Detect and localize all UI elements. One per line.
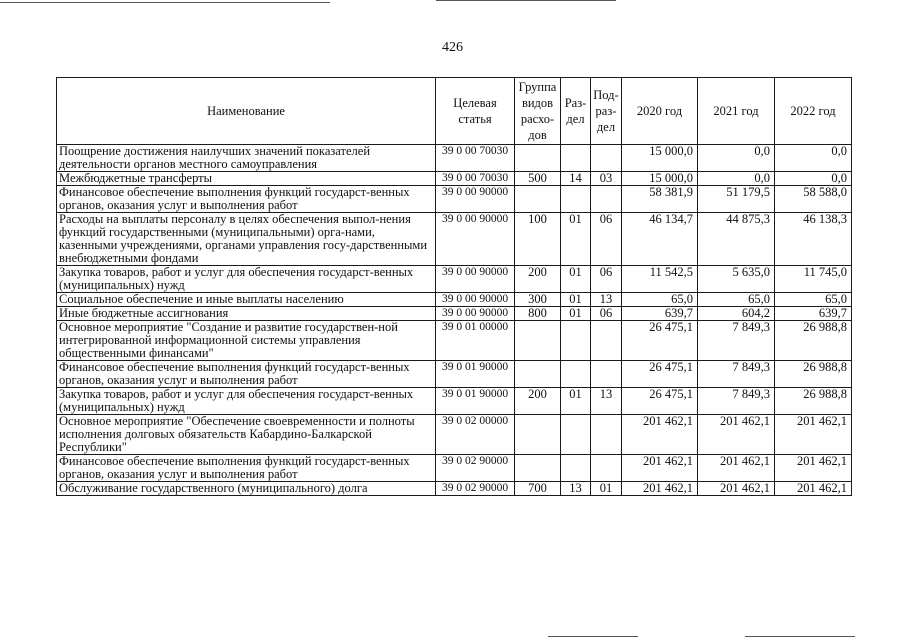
row-amount-2022: 26 988,8 bbox=[775, 388, 852, 415]
row-section: 01 bbox=[561, 213, 591, 266]
row-name: Межбюджетные трансферты bbox=[57, 172, 436, 186]
row-amount-2020: 201 462,1 bbox=[622, 455, 698, 482]
page-number: 426 bbox=[442, 40, 463, 55]
row-name: Основное мероприятие "Обеспечение своевременности и полноты исполнения долговых обязательств Кабардино-Балкарской Республики" bbox=[57, 415, 436, 455]
row-subsection: 03 bbox=[591, 172, 622, 186]
row-amount-2021: 604,2 bbox=[698, 307, 775, 321]
row-amount-2022: 26 988,8 bbox=[775, 321, 852, 361]
row-subsection bbox=[591, 415, 622, 455]
row-name: Финансовое обеспечение выполнения функций государст-венных органов, оказания услуг и выполнения работ bbox=[57, 361, 436, 388]
budget-table bbox=[56, 77, 852, 496]
row-amount-2020: 58 381,9 bbox=[622, 186, 698, 213]
row-target-article: 39 0 02 90000 bbox=[436, 482, 515, 496]
row-amount-2020: 65,0 bbox=[622, 293, 698, 307]
row-amount-2020: 46 134,7 bbox=[622, 213, 698, 266]
header-target-article: Целевая статья bbox=[436, 78, 515, 145]
row-target-article: 39 0 00 90000 bbox=[436, 186, 515, 213]
row-expense-group bbox=[515, 361, 561, 388]
table-row bbox=[57, 213, 852, 266]
row-expense-group bbox=[515, 145, 561, 172]
header-year-2020: 2020 год bbox=[622, 78, 698, 145]
row-amount-2022: 11 745,0 bbox=[775, 266, 852, 293]
row-expense-group: 100 bbox=[515, 213, 561, 266]
row-name: Финансовое обеспечение выполнения функций государст-венных органов, оказания услуг и выполнения работ bbox=[57, 455, 436, 482]
row-target-article: 39 0 02 00000 bbox=[436, 415, 515, 455]
row-amount-2021: 201 462,1 bbox=[698, 415, 775, 455]
scan-artifact-top-left bbox=[0, 2, 330, 3]
header-expense-group: Группа видов расхо-дов bbox=[515, 78, 561, 145]
table-body bbox=[57, 145, 852, 496]
row-name: Социальное обеспечение и иные выплаты населению bbox=[57, 293, 436, 307]
row-subsection: 06 bbox=[591, 307, 622, 321]
row-target-article: 39 0 00 90000 bbox=[436, 293, 515, 307]
table-row bbox=[57, 145, 852, 172]
row-subsection bbox=[591, 361, 622, 388]
table-row bbox=[57, 455, 852, 482]
row-amount-2021: 0,0 bbox=[698, 145, 775, 172]
row-amount-2022: 201 462,1 bbox=[775, 482, 852, 496]
table-row bbox=[57, 415, 852, 455]
row-expense-group bbox=[515, 186, 561, 213]
row-section: 01 bbox=[561, 307, 591, 321]
row-section: 01 bbox=[561, 293, 591, 307]
row-section: 01 bbox=[561, 388, 591, 415]
row-name: Закупка товаров, работ и услуг для обеспечения государст-венных (муниципальных) нужд bbox=[57, 266, 436, 293]
row-amount-2021: 201 462,1 bbox=[698, 482, 775, 496]
row-amount-2022: 639,7 bbox=[775, 307, 852, 321]
table-row bbox=[57, 482, 852, 496]
header-section: Раз-дел bbox=[561, 78, 591, 145]
row-name: Закупка товаров, работ и услуг для обеспечения государст-венных (муниципальных) нужд bbox=[57, 388, 436, 415]
row-amount-2021: 5 635,0 bbox=[698, 266, 775, 293]
row-amount-2020: 15 000,0 bbox=[622, 145, 698, 172]
table-row bbox=[57, 172, 852, 186]
row-subsection bbox=[591, 321, 622, 361]
scan-artifact-bottom-right bbox=[745, 636, 855, 637]
row-section bbox=[561, 415, 591, 455]
table-row bbox=[57, 388, 852, 415]
row-amount-2020: 26 475,1 bbox=[622, 361, 698, 388]
row-expense-group bbox=[515, 455, 561, 482]
row-subsection: 06 bbox=[591, 266, 622, 293]
table-row bbox=[57, 186, 852, 213]
row-target-article: 39 0 02 90000 bbox=[436, 455, 515, 482]
row-target-article: 39 0 00 70030 bbox=[436, 145, 515, 172]
row-amount-2022: 0,0 bbox=[775, 172, 852, 186]
row-subsection bbox=[591, 455, 622, 482]
row-expense-group: 700 bbox=[515, 482, 561, 496]
row-name: Финансовое обеспечение выполнения функций государст-венных органов, оказания услуг и выполнения работ bbox=[57, 186, 436, 213]
row-name: Иные бюджетные ассигнования bbox=[57, 307, 436, 321]
row-expense-group bbox=[515, 415, 561, 455]
table-header-row bbox=[57, 78, 852, 145]
row-name: Расходы на выплаты персоналу в целях обеспечения выпол-нения функций государственными (муниципальными) орга-нами, казенными учреждениями, органами управления госу-дарственными внебюджетными фондами bbox=[57, 213, 436, 266]
row-subsection: 13 bbox=[591, 388, 622, 415]
row-amount-2022: 201 462,1 bbox=[775, 455, 852, 482]
row-target-article: 39 0 01 00000 bbox=[436, 321, 515, 361]
header-year-2022: 2022 год bbox=[775, 78, 852, 145]
row-amount-2022: 0,0 bbox=[775, 145, 852, 172]
row-expense-group bbox=[515, 321, 561, 361]
row-amount-2020: 201 462,1 bbox=[622, 415, 698, 455]
row-amount-2020: 26 475,1 bbox=[622, 321, 698, 361]
row-section bbox=[561, 321, 591, 361]
row-name: Поощрение достижения наилучших значений показателей деятельности органов местного самоуправления bbox=[57, 145, 436, 172]
row-section bbox=[561, 186, 591, 213]
row-section: 01 bbox=[561, 266, 591, 293]
row-amount-2020: 15 000,0 bbox=[622, 172, 698, 186]
row-amount-2022: 201 462,1 bbox=[775, 415, 852, 455]
row-expense-group: 200 bbox=[515, 266, 561, 293]
row-amount-2021: 44 875,3 bbox=[698, 213, 775, 266]
header-year-2021: 2021 год bbox=[698, 78, 775, 145]
row-section: 13 bbox=[561, 482, 591, 496]
row-subsection bbox=[591, 186, 622, 213]
row-expense-group: 800 bbox=[515, 307, 561, 321]
row-amount-2021: 7 849,3 bbox=[698, 388, 775, 415]
scan-artifact-bottom-center bbox=[548, 636, 638, 637]
scan-artifact-top-center bbox=[436, 0, 616, 1]
row-target-article: 39 0 00 70030 bbox=[436, 172, 515, 186]
row-amount-2021: 7 849,3 bbox=[698, 321, 775, 361]
row-amount-2021: 51 179,5 bbox=[698, 186, 775, 213]
row-subsection bbox=[591, 145, 622, 172]
row-target-article: 39 0 01 90000 bbox=[436, 388, 515, 415]
row-amount-2022: 26 988,8 bbox=[775, 361, 852, 388]
header-name: Наименование bbox=[57, 78, 436, 145]
row-expense-group: 300 bbox=[515, 293, 561, 307]
row-section: 14 bbox=[561, 172, 591, 186]
row-expense-group: 500 bbox=[515, 172, 561, 186]
row-amount-2021: 7 849,3 bbox=[698, 361, 775, 388]
table-row bbox=[57, 307, 852, 321]
row-amount-2020: 639,7 bbox=[622, 307, 698, 321]
row-name: Обслуживание государственного (муниципального) долга bbox=[57, 482, 436, 496]
header-subsection: Под-раз-дел bbox=[591, 78, 622, 145]
row-amount-2021: 0,0 bbox=[698, 172, 775, 186]
row-name: Основное мероприятие "Создание и развитие государствен-ной интегрированной информационной системы управления общественными финансами" bbox=[57, 321, 436, 361]
row-target-article: 39 0 00 90000 bbox=[436, 213, 515, 266]
table-row bbox=[57, 321, 852, 361]
table-row bbox=[57, 293, 852, 307]
row-section bbox=[561, 455, 591, 482]
row-amount-2021: 201 462,1 bbox=[698, 455, 775, 482]
row-subsection: 13 bbox=[591, 293, 622, 307]
row-amount-2020: 201 462,1 bbox=[622, 482, 698, 496]
row-amount-2022: 46 138,3 bbox=[775, 213, 852, 266]
table-row bbox=[57, 266, 852, 293]
row-section bbox=[561, 361, 591, 388]
row-amount-2020: 11 542,5 bbox=[622, 266, 698, 293]
row-target-article: 39 0 00 90000 bbox=[436, 266, 515, 293]
row-subsection: 06 bbox=[591, 213, 622, 266]
row-amount-2020: 26 475,1 bbox=[622, 388, 698, 415]
table-row bbox=[57, 361, 852, 388]
row-amount-2021: 65,0 bbox=[698, 293, 775, 307]
row-amount-2022: 65,0 bbox=[775, 293, 852, 307]
row-target-article: 39 0 00 90000 bbox=[436, 307, 515, 321]
row-amount-2022: 58 588,0 bbox=[775, 186, 852, 213]
row-target-article: 39 0 01 90000 bbox=[436, 361, 515, 388]
row-section bbox=[561, 145, 591, 172]
row-expense-group: 200 bbox=[515, 388, 561, 415]
row-subsection: 01 bbox=[591, 482, 622, 496]
